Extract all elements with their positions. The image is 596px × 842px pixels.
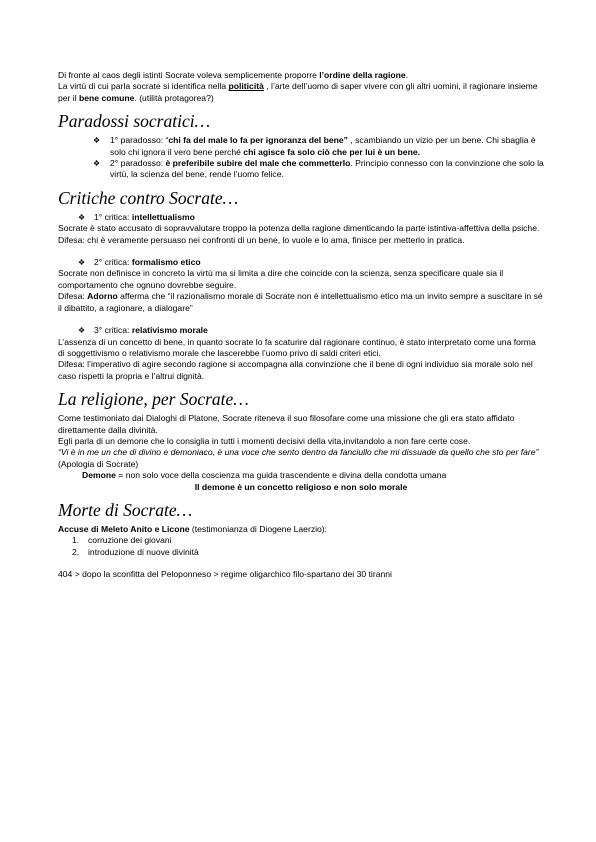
bullet-bold: è preferibile subire del male che commetterlo — [165, 158, 351, 169]
conclusion-text: Il demone è un concetto religioso e non solo morale — [194, 481, 408, 492]
religione-quote — [58, 447, 544, 470]
critica-3-heading — [58, 325, 544, 336]
intro-text: Di fronte al caos degli istinti Socrate voleva semplicemente proporre — [58, 70, 320, 80]
accuse-bold: Accuse di Meleto Anito e Licone — [58, 523, 190, 534]
section-heading-critiche: Critiche contro Socrate… — [58, 187, 239, 208]
list-number: 1. — [72, 535, 80, 546]
critica-3-text: L’assenza di un concetto di bene, in quanto socrate lo fa scaturire dal ragionare continuo, è stato interpretato come una forma di soggettivismo o relativismo morale che lascerebbe l’uomo privo di saldi criteri etici. — [58, 336, 536, 358]
diamond-bullet-icon: ❖ — [93, 136, 101, 146]
bullet-bold: chi agisce fa solo ciò che per lui è un bene. — [243, 146, 420, 157]
list-number: 2. — [72, 546, 80, 557]
document-page — [58, 70, 544, 581]
intro-bold-underlined: politicità — [228, 81, 264, 92]
diamond-bullet-icon: ❖ — [78, 212, 86, 222]
critica-label: 2° critica: — [94, 257, 132, 268]
critica-1-text: Socrate è stato accusato di sopravvalutare troppo la potenza della ragione dimenticando la parte istintiva-affettiva della psiche. — [58, 223, 540, 234]
difesa-bold: Adorno — [87, 291, 118, 302]
quote-source: (Apologia di Socrate) — [58, 458, 139, 469]
list-item-text: introduzione di nuove divinità — [88, 546, 199, 557]
demone-term: Demone — [82, 470, 116, 481]
storia-line: 404 > dopo la sconfitta del Peloponneso > regime oligarchico filo-spartano dei 30 tiranni — [58, 569, 392, 580]
critica-3-difesa: Difesa: l’imperativo di agire secondo ragione si accompagna alla convinzione che il bene di ogni individuo sia morale solo nel caso rispetti la propria e l’altrui dignità. — [58, 359, 533, 381]
religione-text-2: Egli parla di un demone che lo consiglia in tutti i momenti decisivi della vita,invitandolo a non fare certe cose. — [58, 435, 471, 446]
demone-text: = non solo voce della coscienza ma guida trascendente e divina della condotta umana — [115, 470, 447, 481]
critica-title: relativismo morale — [131, 325, 208, 336]
intro-bold: l’ordine della ragione — [319, 70, 406, 80]
bullet-text: , scambiando un vizio per un bene. Chi sbaglia è solo chi ignora il vero bene perché — [110, 135, 536, 157]
religione-conclusion — [58, 482, 544, 493]
bullet-bold: chi fa del male lo fa per ignoranza del bene” — [168, 135, 348, 146]
list-item-text: corruzione dei giovani — [88, 535, 172, 546]
section-heading-paradossi: Paradossi socratici… — [58, 111, 211, 132]
quote-text: “Vi è in me un che di divino e demoniaco, è una voce che sento dentro da fanciullo che mi dissuade da quello che sto per fare” — [58, 447, 539, 458]
diamond-bullet-icon: ❖ — [78, 258, 86, 268]
critica-2-text: Socrate non definisce in concreto la virtù ma si limita a dire che coincide con la scienza, senza specificare quale sia il comportamento che ognuno dovrebbe seguire. — [58, 268, 504, 290]
bullet-text: 1° paradosso: “ — [110, 135, 169, 146]
bullet-text: . Principio connesso con la convinzione che solo la virtù, la scienza del bene, rende l’uomo felice. — [110, 158, 544, 180]
diamond-bullet-icon: ❖ — [78, 326, 86, 336]
critica-2-difesa — [58, 291, 544, 314]
demone-definition — [58, 470, 544, 481]
list-item — [58, 535, 544, 546]
intro-paragraph — [58, 70, 544, 104]
list-item — [58, 547, 544, 558]
section-heading-morte: Morte di Socrate… — [58, 499, 193, 520]
difesa-label: Difesa: — [58, 291, 88, 302]
intro-bold: bene comune — [79, 92, 135, 103]
critica-2-heading — [58, 257, 544, 268]
intro-text: , l’arte dell’uomo di saper vivere con gli altri uomini, il ragionare insieme per il — [58, 81, 538, 103]
accuse-text: (testimonianza di Diogene Laerzio): — [189, 523, 328, 534]
critica-label: 1° critica: — [94, 211, 132, 222]
intro-text: La virtù di cui parla socrate si identifica nella — [58, 81, 229, 92]
critica-1-difesa: Difesa: chi è veramente persuaso nei confronti di un bene, lo vuole e lo ama, finisce per metterlo in pratica. — [58, 234, 465, 245]
bullet-paradosso-1 — [58, 135, 544, 158]
critica-label: 3° critica: — [94, 325, 132, 336]
intro-text: . — [405, 70, 409, 80]
intro-text: . (utilità protagorea?) — [134, 92, 214, 103]
diamond-bullet-icon: ❖ — [93, 159, 101, 169]
bullet-paradosso-2 — [58, 158, 544, 181]
critica-1-heading — [58, 212, 544, 223]
bullet-text: 2° paradosso: — [110, 158, 166, 169]
difesa-text: afferma che “il razionalismo morale di Socrate non è intellettualismo etico ma un invito sempre a suscitare in sé il dibattito, a ragionare, a dialogare” — [58, 291, 543, 313]
critica-title: formalismo etico — [131, 257, 201, 268]
critica-title: intellettualismo — [131, 211, 195, 222]
religione-text-1: Come testimoniato dai Dialoghi di Platone, Socrate riteneva il suo filosofare come una missione che gli era stato affidato direttamente dalla divinità. — [58, 413, 515, 435]
accuse-line — [58, 524, 544, 535]
section-heading-religione: La religione, per Socrate… — [58, 389, 249, 410]
